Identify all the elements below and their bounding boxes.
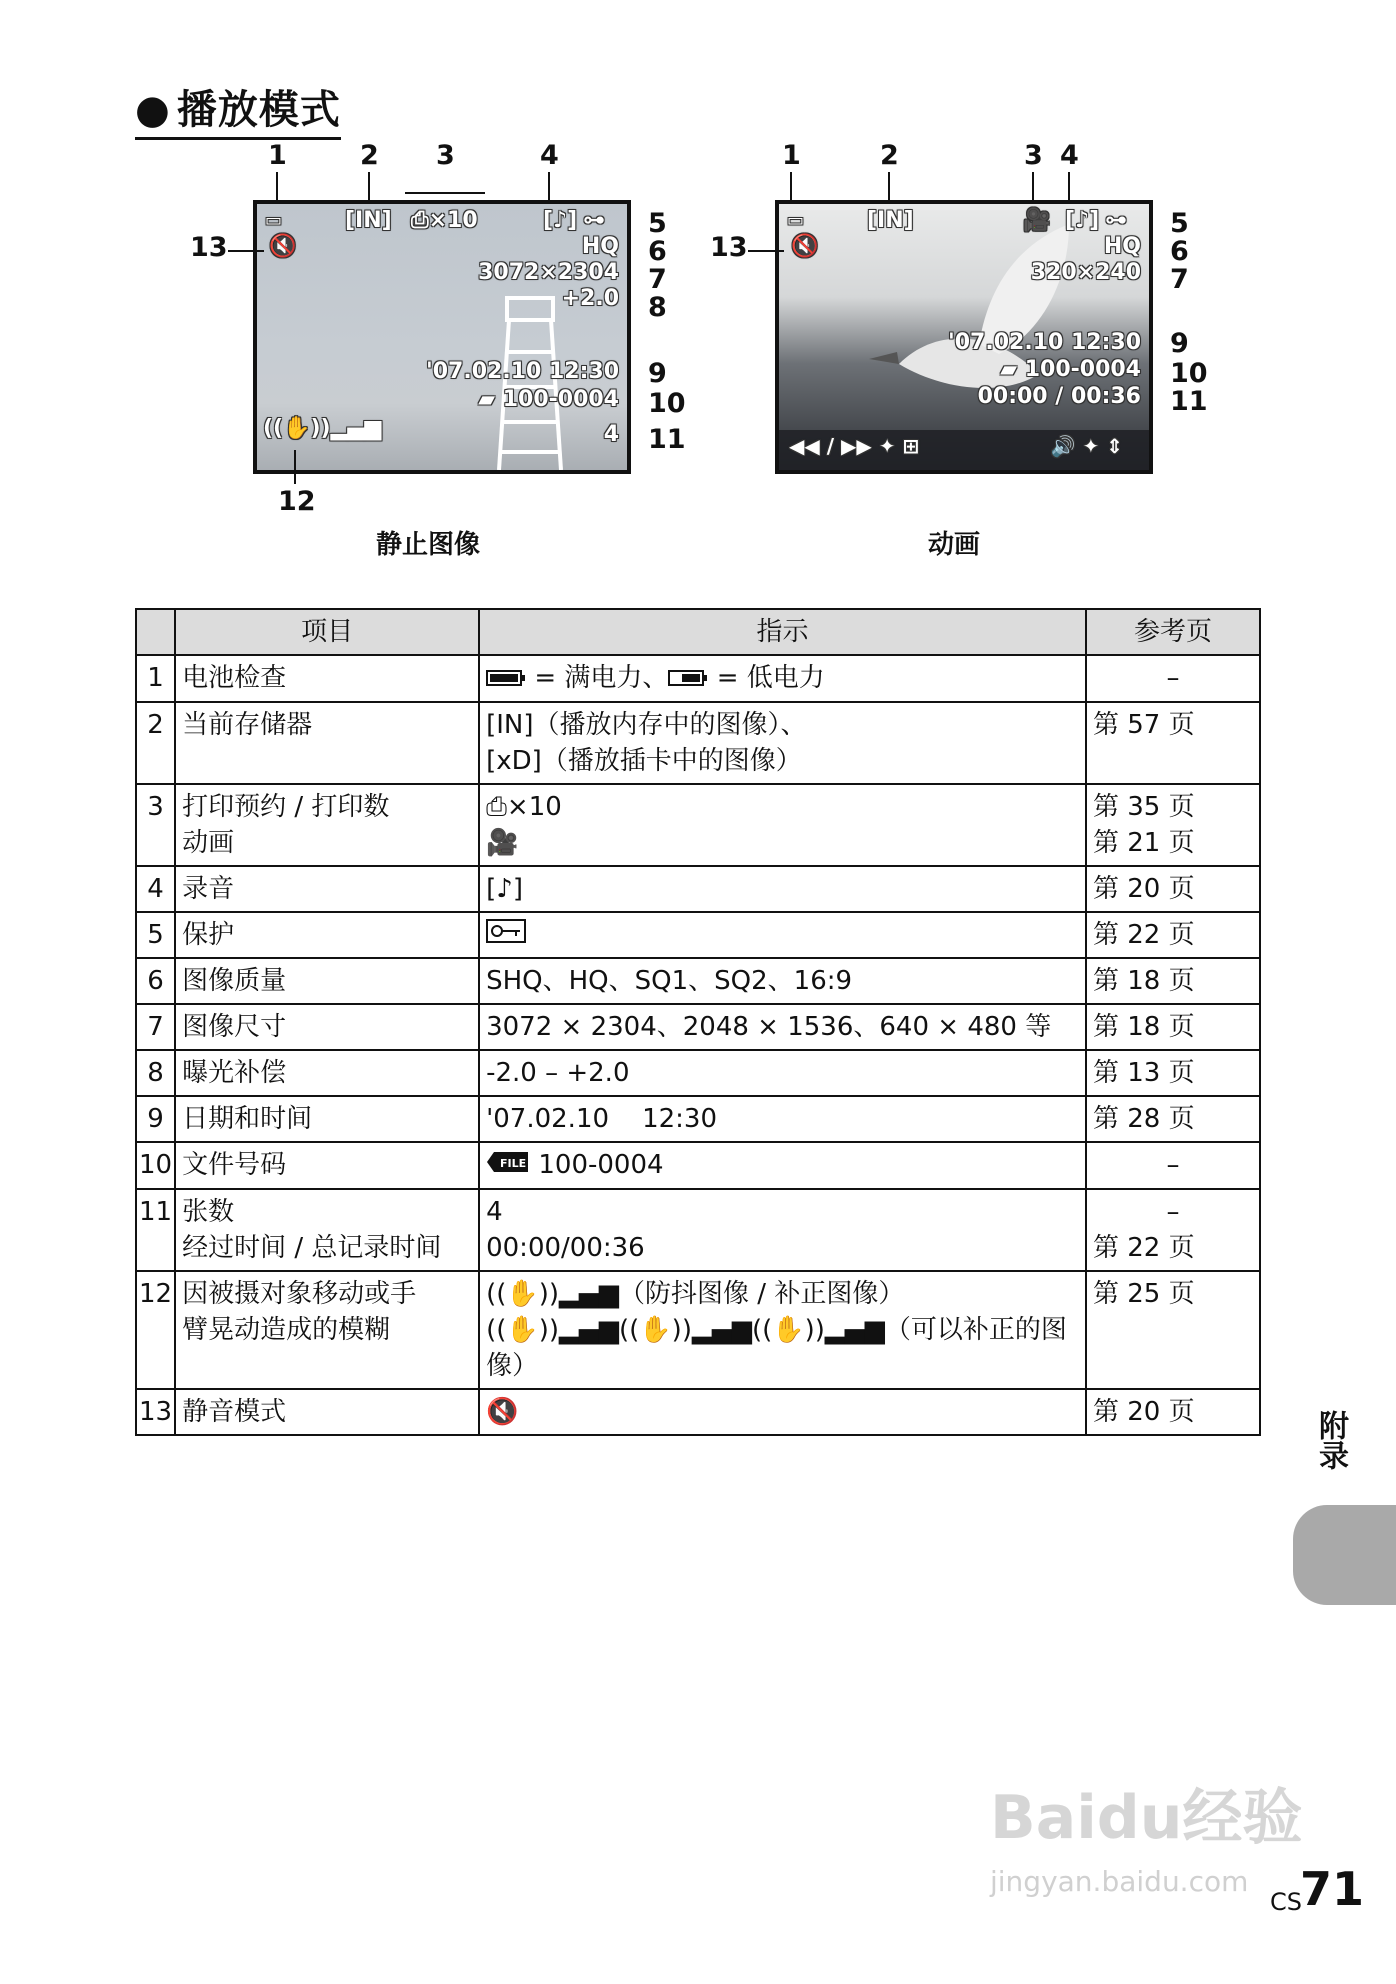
row-number: 4 bbox=[136, 866, 175, 912]
movie-icon: 🎥 bbox=[1023, 208, 1051, 233]
item-text: 录音 bbox=[182, 873, 235, 904]
shake-warning-icon: ((✋))▂▄▆ bbox=[486, 1278, 620, 1309]
ref-text: – bbox=[1166, 663, 1180, 693]
still-caption: 静止图像 bbox=[376, 530, 481, 560]
callout-4: 4 bbox=[540, 140, 559, 171]
callout-11: 11 bbox=[648, 424, 686, 455]
mute-icon: 🔇 bbox=[791, 234, 819, 259]
callout-11: 11 bbox=[1170, 386, 1208, 417]
indicator-text: [xD]（播放插卡中的图像） bbox=[486, 745, 802, 776]
sound-record-icon: [♪] bbox=[486, 873, 523, 904]
page-number: 71 bbox=[1300, 1862, 1365, 1916]
item-text: 曝光补偿 bbox=[182, 1058, 287, 1088]
svg-text:FILE: FILE bbox=[500, 1156, 527, 1170]
leader-line bbox=[294, 450, 296, 484]
bullet-icon: ● bbox=[135, 87, 171, 133]
file-number-indicator bbox=[1000, 357, 1141, 382]
callout-7: 7 bbox=[648, 264, 667, 295]
ref-text: 第 28 页 bbox=[1093, 1104, 1195, 1134]
item-text: 动画 bbox=[182, 827, 235, 858]
row-number: 5 bbox=[136, 912, 175, 959]
row-number: 9 bbox=[136, 1096, 175, 1142]
file-icon: ▰ bbox=[478, 387, 503, 412]
callout-9: 9 bbox=[648, 358, 667, 389]
callout-7: 7 bbox=[1170, 264, 1189, 295]
watermark-logo: Baidu经验 bbox=[990, 1783, 1303, 1853]
ref-text: 第 13 页 bbox=[1093, 1058, 1195, 1088]
row-number: 6 bbox=[136, 958, 175, 1004]
quality-indicator: HQ bbox=[581, 234, 619, 259]
row-number: 3 bbox=[136, 784, 175, 866]
table-row bbox=[136, 1050, 1260, 1096]
indicator-text: ×10 bbox=[506, 791, 562, 822]
movie-icon: 🎥 bbox=[486, 827, 519, 858]
leader-line bbox=[276, 172, 278, 202]
callout-3: 3 bbox=[1024, 140, 1043, 171]
header-ref: 参考页 bbox=[1086, 609, 1260, 655]
table-header-row bbox=[136, 609, 1260, 655]
print-indicator bbox=[411, 208, 478, 233]
ref-text: 第 20 页 bbox=[1093, 873, 1195, 904]
datetime-indicator: '07.02.10 12:30 bbox=[426, 359, 619, 384]
table-row bbox=[136, 655, 1260, 702]
item-text: 臂晃动造成的模糊 bbox=[182, 1314, 391, 1345]
callout-10: 10 bbox=[1170, 358, 1208, 389]
indicator-text: 4 bbox=[486, 1196, 503, 1227]
volume-icon: 🔊 ✦ ⇕ bbox=[1050, 434, 1123, 458]
row-number: 12 bbox=[136, 1271, 175, 1389]
table-row bbox=[136, 1142, 1260, 1189]
datetime-indicator: '07.02.10 12:30 bbox=[948, 330, 1141, 355]
indicator-text: = 低电力 bbox=[716, 663, 825, 693]
still-image-screen bbox=[253, 200, 631, 474]
item-text: 张数 bbox=[182, 1196, 235, 1227]
image-size-indicator: 320×240 bbox=[1030, 260, 1141, 285]
row-number: 7 bbox=[136, 1004, 175, 1050]
leader-line bbox=[1032, 172, 1034, 202]
section-title bbox=[135, 78, 341, 140]
item-text: 文件号码 bbox=[182, 1150, 287, 1180]
indicator-text: （可以补正的图像） bbox=[486, 1314, 1067, 1381]
rewind-forward-icon: ◀◀ / ▶▶ ✦ ⊞ bbox=[789, 434, 920, 458]
quality-indicator: HQ bbox=[1103, 234, 1141, 259]
row-number: 11 bbox=[136, 1189, 175, 1271]
item-text: 静音模式 bbox=[182, 1396, 287, 1427]
indicator-text: -2.0 – +2.0 bbox=[486, 1058, 630, 1088]
ref-text: – bbox=[1166, 1196, 1180, 1227]
callout-9: 9 bbox=[1170, 328, 1189, 359]
item-text: 打印预约 / 打印数 bbox=[182, 791, 390, 822]
print-count: ×10 bbox=[428, 208, 478, 233]
row-number: 2 bbox=[136, 702, 175, 784]
ref-text: 第 22 页 bbox=[1093, 919, 1195, 950]
mute-icon: 🔇 bbox=[269, 234, 297, 259]
file-icon: ▰ bbox=[1000, 357, 1025, 382]
print-icon: ⎙ bbox=[411, 208, 429, 233]
header-num bbox=[136, 609, 175, 655]
item-text: 图像尺寸 bbox=[182, 1012, 287, 1042]
movie-screen bbox=[775, 200, 1153, 474]
file-number-value: 100-0004 bbox=[1024, 357, 1141, 382]
mute-icon: 🔇 bbox=[486, 1396, 519, 1427]
leader-line bbox=[748, 250, 784, 252]
item-text: 电池检查 bbox=[182, 663, 287, 693]
leader-line bbox=[548, 172, 550, 202]
indicator-text: （防抖图像 / 补正图像） bbox=[619, 1278, 905, 1309]
protect-icon: ⊶ bbox=[1105, 208, 1127, 233]
ref-text: – bbox=[1166, 1150, 1180, 1180]
table-row bbox=[136, 1096, 1260, 1142]
callout-6: 6 bbox=[648, 236, 667, 267]
ref-text: 第 57 页 bbox=[1093, 709, 1195, 740]
image-size-indicator: 3072×2304 bbox=[478, 260, 619, 285]
battery-low-icon bbox=[668, 661, 708, 697]
row-number: 10 bbox=[136, 1142, 175, 1189]
callout-1: 1 bbox=[782, 140, 801, 171]
indicator-table bbox=[135, 608, 1261, 1436]
leader-line bbox=[790, 172, 792, 202]
ref-text: 第 21 页 bbox=[1093, 827, 1195, 858]
table-row bbox=[136, 1189, 1260, 1271]
exposure-indicator: +2.0 bbox=[561, 286, 619, 311]
ref-text: 第 20 页 bbox=[1093, 1396, 1195, 1427]
sound-record-icon: [♪] bbox=[1065, 208, 1100, 233]
item-text: 经过时间 / 总记录时间 bbox=[182, 1232, 442, 1263]
leader-line bbox=[368, 172, 370, 202]
callout-10: 10 bbox=[648, 388, 686, 419]
leader-line bbox=[228, 250, 264, 252]
movie-caption: 动画 bbox=[928, 530, 981, 560]
callout-4: 4 bbox=[1060, 140, 1079, 171]
file-icon bbox=[486, 1148, 530, 1184]
indicator-text: '07.02.10 12:30 bbox=[486, 1104, 718, 1134]
item-text: 图像质量 bbox=[182, 966, 287, 996]
callout-12: 12 bbox=[278, 486, 316, 517]
elapsed-time-indicator: 00:00 / 00:36 bbox=[977, 384, 1141, 409]
table-row bbox=[136, 912, 1260, 959]
file-number-value: 100-0004 bbox=[502, 387, 619, 412]
ref-text: 第 22 页 bbox=[1093, 1232, 1195, 1263]
ref-text: 第 35 页 bbox=[1093, 791, 1195, 822]
header-indicator: 指示 bbox=[479, 609, 1086, 655]
callout-13: 13 bbox=[710, 232, 748, 263]
row-number: 8 bbox=[136, 1050, 175, 1096]
print-icon: ⎙ bbox=[486, 791, 507, 822]
callout-2: 2 bbox=[880, 140, 899, 171]
callout-1: 1 bbox=[268, 140, 287, 171]
indicator-text: [IN]（播放内存中的图像）、 bbox=[486, 709, 807, 740]
callout-5: 5 bbox=[648, 208, 667, 239]
table-row bbox=[136, 1271, 1260, 1389]
watermark-url: jingyan.baidu.com bbox=[990, 1865, 1249, 1898]
table-row bbox=[136, 1389, 1260, 1435]
battery-icon: ▭ bbox=[265, 210, 283, 231]
row-number: 1 bbox=[136, 655, 175, 702]
sound-record-icon: [♪] bbox=[543, 208, 578, 233]
battery-full-icon bbox=[486, 661, 526, 697]
leader-line bbox=[888, 172, 890, 202]
indicator-text: 100-0004 bbox=[538, 1150, 664, 1180]
indicator-text: 00:00/00:36 bbox=[486, 1232, 645, 1263]
table-row bbox=[136, 702, 1260, 784]
table-row bbox=[136, 958, 1260, 1004]
language-code: CS bbox=[1270, 1888, 1302, 1916]
header-item: 项目 bbox=[175, 609, 479, 655]
item-text: 日期和时间 bbox=[182, 1104, 313, 1134]
battery-icon: ▭ bbox=[787, 210, 805, 231]
callout-3: 3 bbox=[436, 140, 455, 171]
section-title-text: 播放模式 bbox=[176, 87, 341, 133]
leader-line bbox=[405, 192, 485, 194]
ref-text: 第 25 页 bbox=[1093, 1278, 1195, 1309]
item-text: 当前存储器 bbox=[182, 709, 313, 740]
indicator-text: = 满电力、 bbox=[534, 663, 669, 693]
memory-indicator: [IN] bbox=[867, 208, 914, 233]
table-row bbox=[136, 1004, 1260, 1050]
table-row bbox=[136, 866, 1260, 912]
file-number-indicator bbox=[478, 387, 619, 412]
shake-levels-icon: ((✋))▂▄▆((✋))▂▄▆((✋))▂▄▆ bbox=[486, 1314, 885, 1345]
indicator-text: SHQ、HQ、SQ1、SQ2、16:9 bbox=[486, 966, 853, 996]
shake-warning-icon: ((✋))▂▄▆ bbox=[263, 416, 382, 441]
indicator-text: 3072 × 2304、2048 × 1536、640 × 480 等 bbox=[486, 1012, 1052, 1042]
table-row bbox=[136, 784, 1260, 866]
callout-5: 5 bbox=[1170, 208, 1189, 239]
item-text: 保护 bbox=[182, 919, 235, 950]
frame-count-indicator: 4 bbox=[603, 422, 619, 447]
protect-icon: ⊶ bbox=[583, 208, 605, 233]
memory-indicator: [IN] bbox=[345, 208, 392, 233]
protect-key-icon bbox=[486, 917, 526, 953]
callout-8: 8 bbox=[648, 292, 667, 323]
side-tab-marker bbox=[1293, 1505, 1396, 1605]
ref-text: 第 18 页 bbox=[1093, 1012, 1195, 1042]
ref-text: 第 18 页 bbox=[1093, 966, 1195, 996]
side-section-label: 附录 bbox=[1313, 1410, 1348, 1470]
callout-6: 6 bbox=[1170, 236, 1189, 267]
item-text: 因被摄对象移动或手 bbox=[182, 1278, 417, 1309]
leader-line bbox=[1068, 172, 1070, 202]
callout-13: 13 bbox=[190, 232, 228, 263]
callout-2: 2 bbox=[360, 140, 379, 171]
row-number: 13 bbox=[136, 1389, 175, 1435]
